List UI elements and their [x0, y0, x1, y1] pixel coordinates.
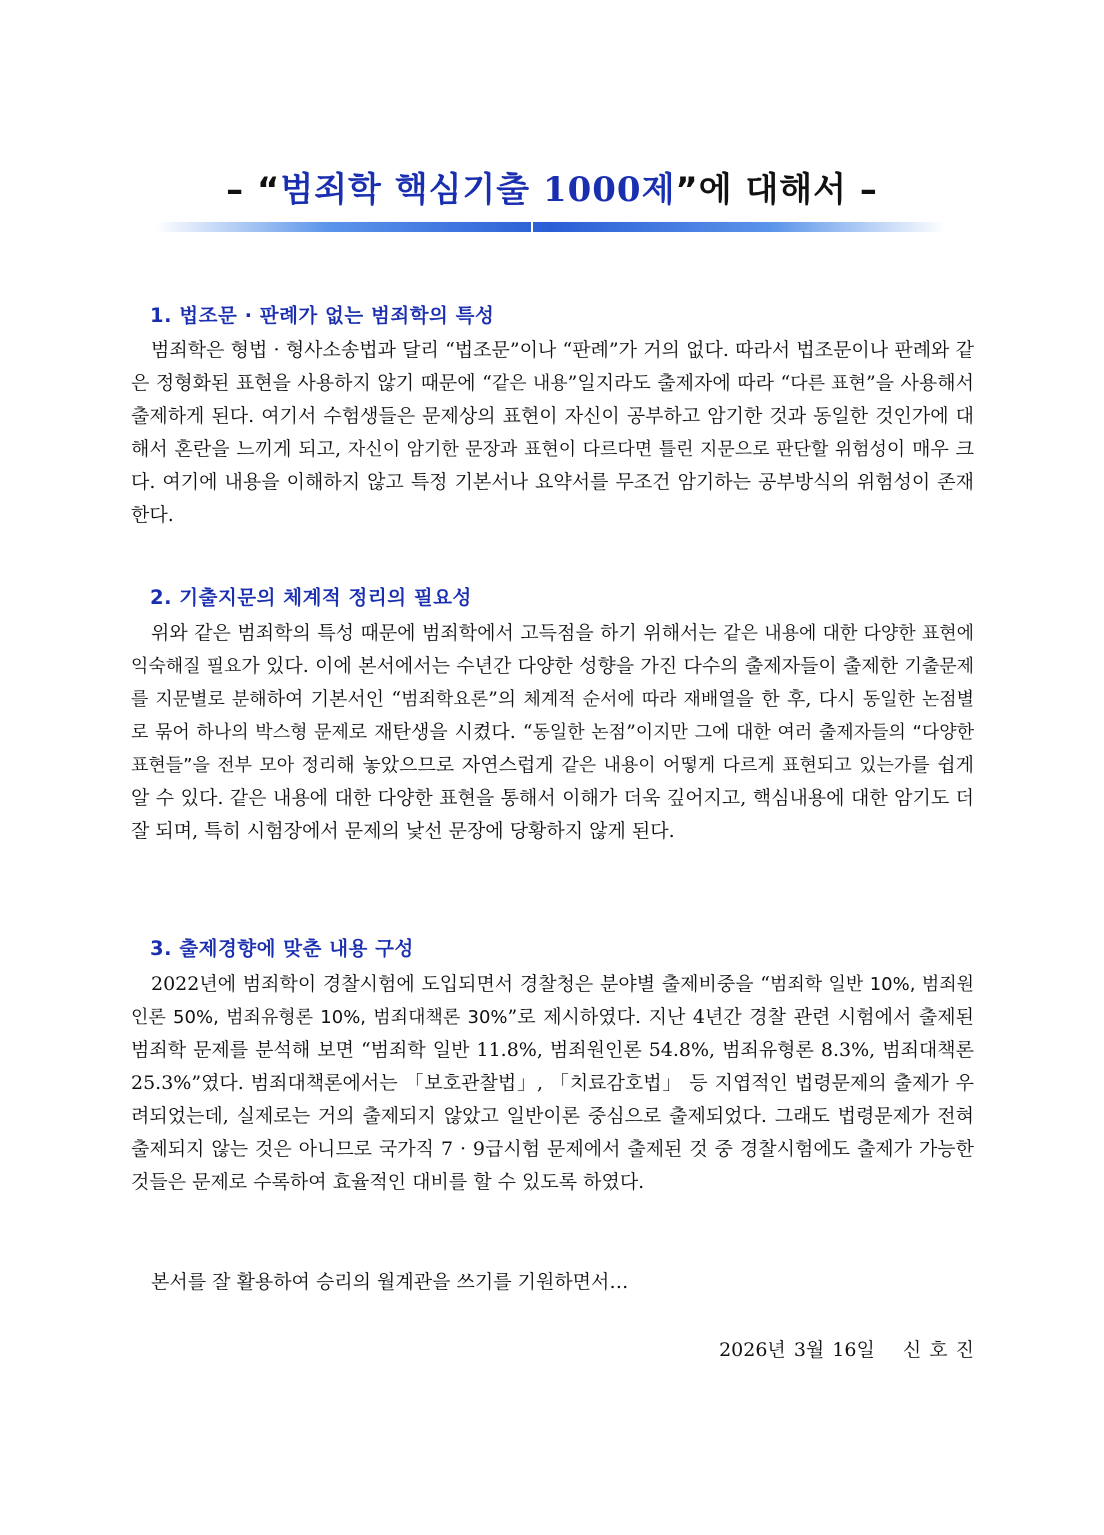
- section-1-heading: 1. 법조문 · 판례가 없는 범죄학의 특성: [150, 304, 495, 327]
- section-2-body: 위와 같은 범죄학의 특성 때문에 범죄학에서 고득점을 하기 위해서는 같은 내용에 대한 다양한 표현에 익숙해질 필요가 있다. 이에 본서에서는 수년간 다양한 성향을 가진 다수의 출제자들이 출제한 기출문제를 지문별로 분해하여 기본서인 “범죄학요론”의 체계적 순서에 따라 재배열을 한 후, 다시 동일한 논점별로 묶어 하나의 박스형 문제로 재탄생을 시켰다. “동일한 논점”이지만 그에 대한 여러 출제자들의 “다양한 표현들”을 전부 모아 정리해 놓았으므로 자연스럽게 같은 내용이 어떻게 다르게 표현되고 있는가를 쉽게 알 수 있다. 같은 내용에 대한 다양한 표현을 통해서 이해가 더욱 깊어지고, 핵심내용에 대한 암기도 더 잘 되며, 특히 시험장에서 문제의 낯선 문장에 당황하지 않게 된다.: [131, 622, 975, 842]
- page-title: [0, 162, 1104, 211]
- title-highlight: 범죄학 핵심기출 1000제: [280, 170, 676, 210]
- signature-author: 신 호 진: [902, 1339, 974, 1361]
- title-underline-divider: [531, 222, 533, 232]
- closing-remark: 본서를 잘 활용하여 승리의 월계관을 쓰기를 기원하면서…: [151, 1271, 629, 1293]
- section-2-heading: 2. 기출지문의 체계적 정리의 필요성: [150, 586, 472, 609]
- title-prefix: – “: [226, 170, 281, 210]
- title-underline: [155, 222, 945, 232]
- signature-line: [719, 1335, 974, 1362]
- section-1-body: 범죄학은 형법 · 형사소송법과 달리 “법조문”이나 “판례”가 거의 없다. 따라서 법조문이나 판례와 같은 정형화된 표현을 사용하지 않기 때문에 “같은 내용”일지라도 출제자에 따라 “다른 표현”을 사용해서 출제하게 된다. 여기서 수험생들은 문제상의 표현이 자신이 공부하고 암기한 것과 동일한 것인가에 대해서 혼란을 느끼게 되고, 자신이 암기한 문장과 표현이 다르다면 틀린 지문으로 판단할 위험성이 매우 크다. 여기에 내용을 이해하지 않고 특정 기본서나 요약서를 무조건 암기하는 공부방식의 위험성이 존재한다.: [131, 339, 974, 526]
- section-3-body: 2022년에 범죄학이 경찰시험에 도입되면서 경찰청은 분야별 출제비중을 “범죄학 일반 10%, 범죄원인론 50%, 범죄유형론 10%, 범죄대책론 30%”로 제시하였다. 지난 4년간 경찰 관련 시험에서 출제된 범죄학 문제를 분석해 보면 “범죄학 일반 11.8%, 범죄원인론 54.8%, 범죄유형론 8.3%, 범죄대책론 25.3%”였다. 범죄대책론에서는 「보호관찰법」, 「치료감호법」 등 지엽적인 법령문제의 출제가 우려되었는데, 실제로는 거의 출제되지 않았고 일반이론 중심으로 출제되었다. 그래도 법령문제가 전혀 출제되지 않는 것은 아니므로 국가직 7 · 9급시험 문제에서 출제된 것 중 경찰시험에도 출제가 가능한 것들은 문제로 수록하여 효율적인 대비를 할 수 있도록 하였다.: [131, 973, 975, 1193]
- signature-date: 2026년 3월 16일: [719, 1339, 875, 1361]
- title-suffix: ”에 대해서 –: [675, 170, 878, 210]
- section-3-heading: 3. 출제경향에 맞춘 내용 구성: [150, 937, 414, 960]
